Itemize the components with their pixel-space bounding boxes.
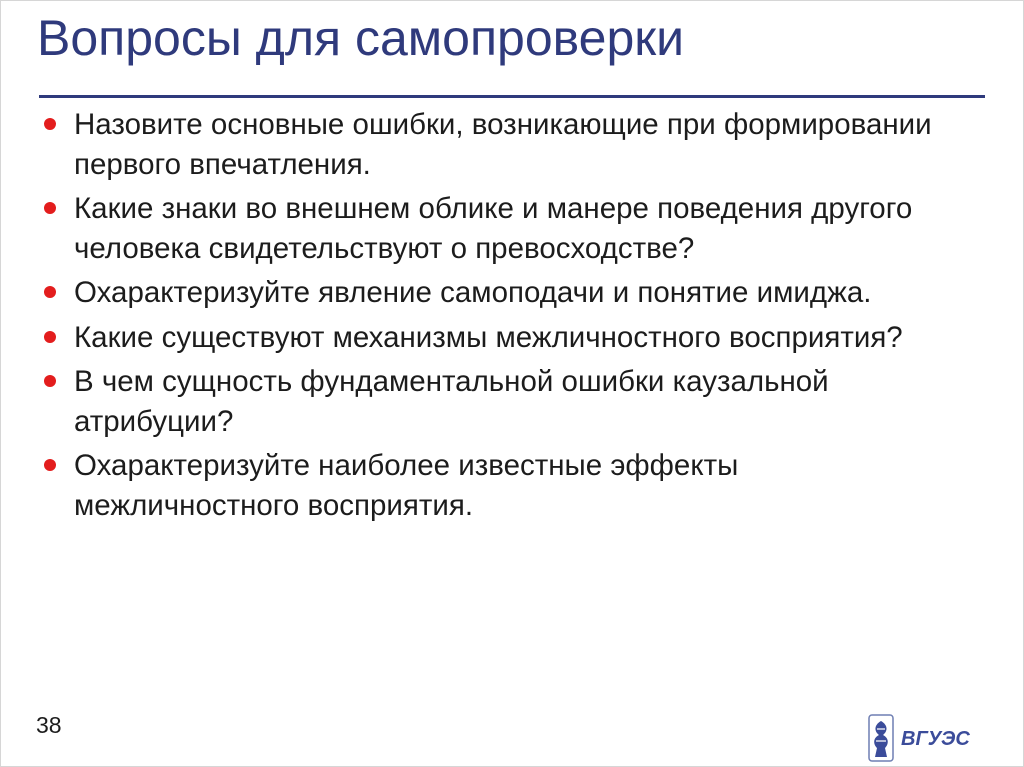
list-item (41, 318, 971, 358)
bullet-dot-icon (44, 375, 56, 387)
bullet-list (41, 105, 971, 530)
page-number: 38 (36, 712, 62, 738)
bullet-text: В чем сущность фундаментальной ошибки каузальной атрибуции? (74, 365, 829, 438)
title-underline (39, 95, 985, 98)
list-item (41, 362, 971, 441)
bullet-dot-icon (44, 331, 56, 343)
list-item (41, 189, 971, 268)
list-item (41, 105, 971, 184)
bullet-text: Назовите основные ошибки, возникающие при формировании первого впечатления. (74, 108, 932, 181)
bullet-dot-icon (44, 202, 56, 214)
slide-title: Вопросы для самопроверки (37, 10, 685, 66)
university-emblem-icon (869, 715, 893, 761)
list-item (41, 446, 971, 525)
university-logo (861, 713, 993, 763)
bullet-text: Какие существуют механизмы межличностного восприятия? (74, 320, 903, 354)
bullet-text: Охарактеризуйте явление самоподачи и понятие имиджа. (74, 276, 872, 309)
bullet-text: Какие знаки во внешнем облике и манере поведения другого человека свидетельствуют о превосходстве? (74, 192, 913, 265)
bullet-dot-icon (44, 286, 56, 298)
bullet-dot-icon (44, 118, 56, 130)
list-item (41, 273, 971, 313)
bullet-dot-icon (44, 459, 56, 471)
logo-text: ВГУЭС (901, 728, 970, 750)
bullet-text: Охарактеризуйте наиболее известные эффекты межличностного восприятия. (74, 449, 739, 522)
